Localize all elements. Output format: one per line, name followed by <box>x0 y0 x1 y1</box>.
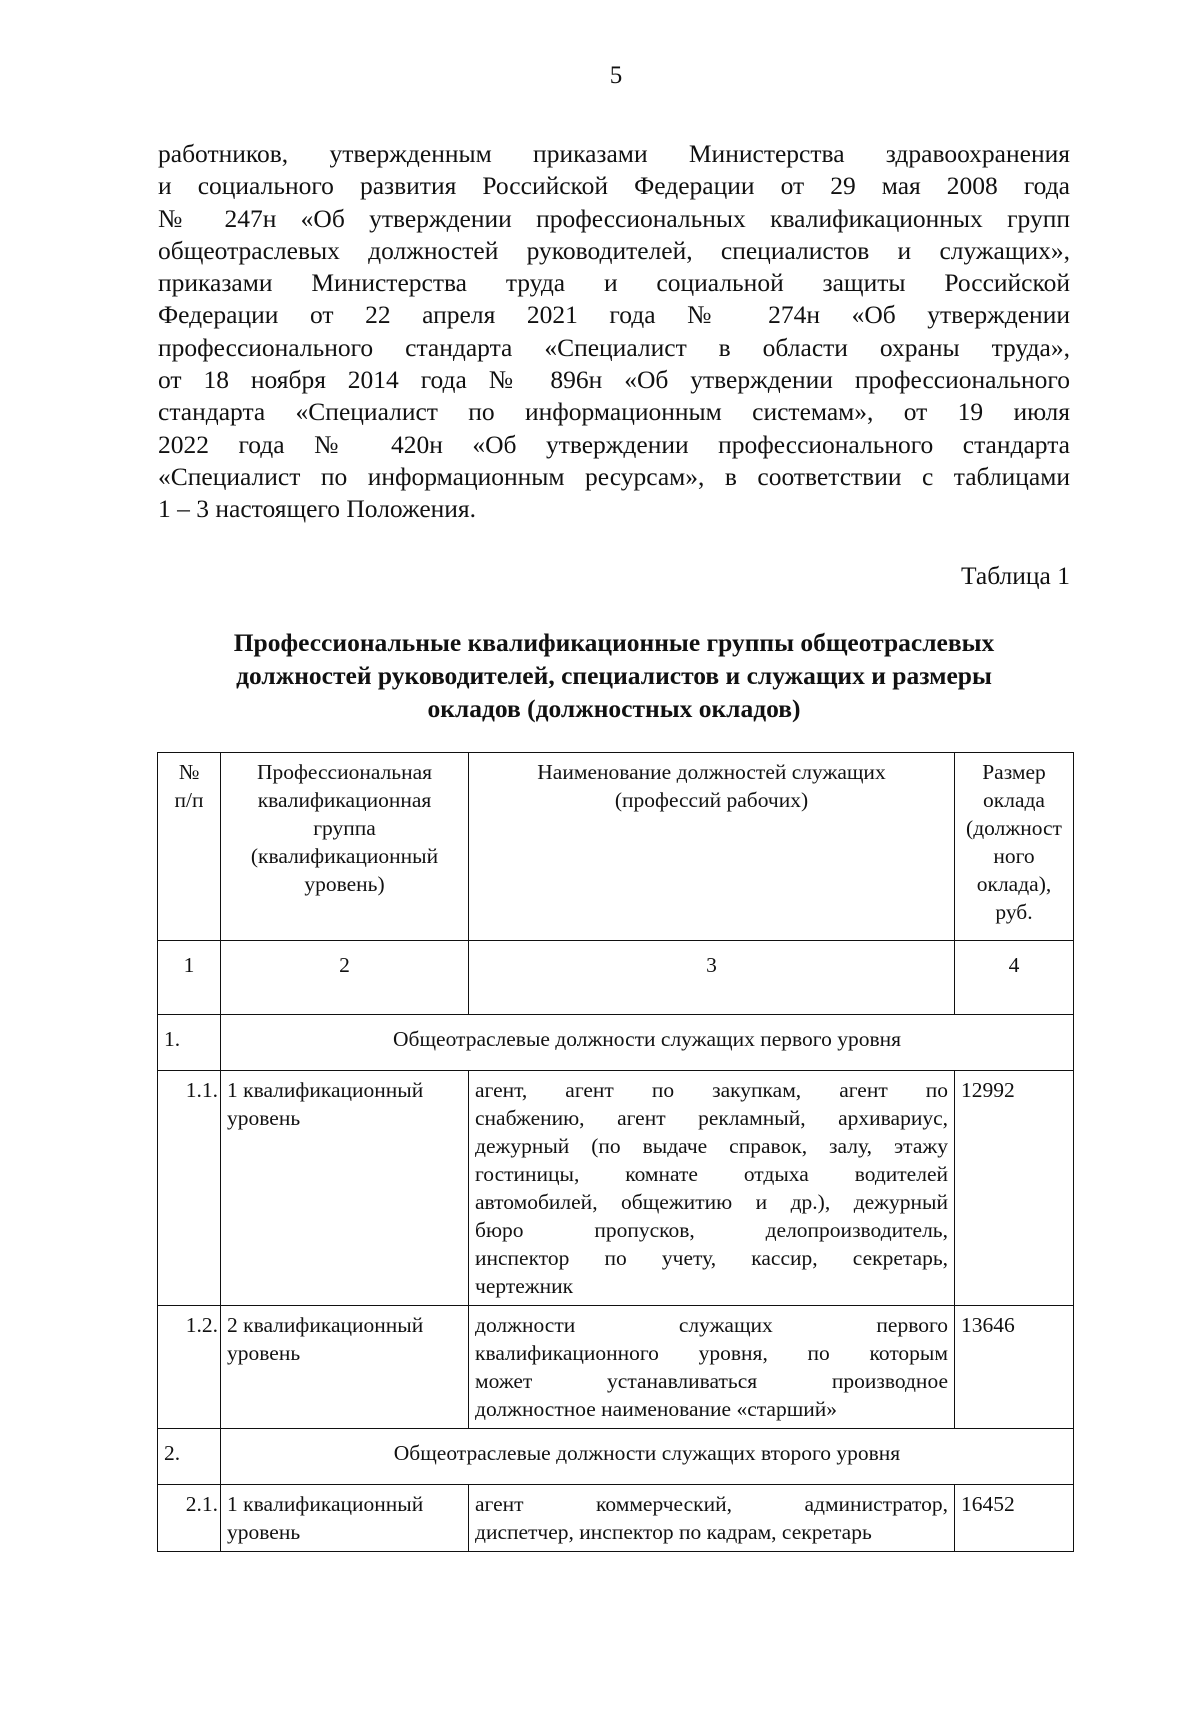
table-label: Таблица 1 <box>960 561 1070 590</box>
column-number-row <box>158 941 1074 1015</box>
row-number: 2.1. <box>158 1485 221 1552</box>
position-line: гостиницы, комнате отдыха водителей <box>475 1162 948 1186</box>
column-number-cell: 3 <box>469 941 955 1015</box>
body-line: приказами Министерства труда и социальной защиты Российской <box>158 268 1070 298</box>
header-cell-1: № п/п <box>158 753 221 941</box>
header-cell-3: Наименование должностей служащих (профессий рабочих) <box>469 753 955 941</box>
column-number-cell: 2 <box>221 941 469 1015</box>
body-line: и социального развития Российской Федерации от 29 мая 2008 года <box>158 171 1070 201</box>
position-line: квалификационного уровня, по которым <box>475 1341 948 1365</box>
header-cell-2: Профессиональная квалификационная группа (квалификационный уровень) <box>221 753 469 941</box>
position-names <box>469 1306 955 1429</box>
table-title-line: должностей руководителей, специалистов и служащих и размеры <box>236 661 992 690</box>
table-row <box>158 1485 1074 1552</box>
body-paragraph <box>158 138 1070 526</box>
table-row <box>158 1306 1074 1429</box>
header-cell-4: Размер оклада (должност ного оклада), руб. <box>955 753 1074 941</box>
position-names <box>469 1485 955 1552</box>
group-title: Общеотраслевые должности служащих первого уровня <box>221 1015 1074 1071</box>
qualification-level: 1 квалификационный уровень <box>221 1485 469 1552</box>
column-number-cell: 1 <box>158 941 221 1015</box>
position-line: инспектор по учету, кассир, секретарь, <box>475 1246 948 1270</box>
qualification-level: 2 квалификационный уровень <box>221 1306 469 1429</box>
table-header-row <box>158 753 1074 941</box>
body-line: от 18 ноября 2014 года № 896н «Об утверждении профессионального <box>158 365 1070 395</box>
position-line: бюро пропусков, делопроизводитель, <box>475 1218 948 1242</box>
body-line: «Специалист по информационным ресурсам», в соответствии с таблицами <box>158 461 1070 491</box>
qualification-level: 1 квалификационный уровень <box>221 1071 469 1306</box>
group-row <box>158 1015 1074 1071</box>
position-line: снабжению, агент рекламный, архивариус, <box>475 1106 948 1130</box>
position-line: агент коммерческий, администратор, <box>475 1492 948 1516</box>
body-line: Федерации от 22 апреля 2021 года № 274н «Об утверждении <box>158 300 1070 330</box>
group-number: 2. <box>158 1429 221 1485</box>
body-line: профессионального стандарта «Специалист в области охраны труда», <box>158 332 1070 362</box>
position-line: агент, агент по закупкам, агент по <box>475 1078 948 1102</box>
position-line: должности служащих первого <box>475 1313 948 1337</box>
body-line: 1 – 3 настоящего Положения. <box>158 494 477 524</box>
table-title <box>158 626 1070 725</box>
body-line: № 247н «Об утверждении профессиональных квалификационных групп <box>158 203 1070 233</box>
body-line: стандарта «Специалист по информационным системам», от 19 июля <box>158 397 1070 427</box>
position-line: дежурный (по выдаче справок, залу, этажу <box>475 1134 948 1158</box>
position-names <box>469 1071 955 1306</box>
group-title: Общеотраслевые должности служащих второго уровня <box>221 1429 1074 1485</box>
group-number: 1. <box>158 1015 221 1071</box>
position-line: может устанавливаться производное <box>475 1369 948 1393</box>
position-line: автомобилей, общежитию и др.), дежурный <box>475 1190 948 1214</box>
salary-value: 12992 <box>955 1071 1074 1306</box>
salary-value: 16452 <box>955 1485 1074 1552</box>
salary-table <box>157 752 1074 1552</box>
position-line: должностное наименование «старший» <box>475 1397 838 1421</box>
salary-value: 13646 <box>955 1306 1074 1429</box>
column-number-cell: 4 <box>955 941 1074 1015</box>
table-row <box>158 1071 1074 1306</box>
row-number: 1.2. <box>158 1306 221 1429</box>
body-line: общеотраслевых должностей руководителей, специалистов и служащих», <box>158 235 1070 265</box>
table-title-line: окладов (должностных окладов) <box>427 694 801 723</box>
position-line: диспетчер, инспектор по кадрам, секретарь <box>475 1520 872 1544</box>
body-line: работников, утвержденным приказами Министерства здравоохранения <box>158 139 1070 168</box>
position-line: чертежник <box>475 1274 574 1298</box>
page-number: 5 <box>609 62 623 89</box>
group-row <box>158 1429 1074 1485</box>
body-line: 2022 года № 420н «Об утверждении профессионального стандарта <box>158 429 1070 459</box>
table-title-line: Профессиональные квалификационные группы общеотраслевых <box>233 628 995 657</box>
row-number: 1.1. <box>158 1071 221 1306</box>
